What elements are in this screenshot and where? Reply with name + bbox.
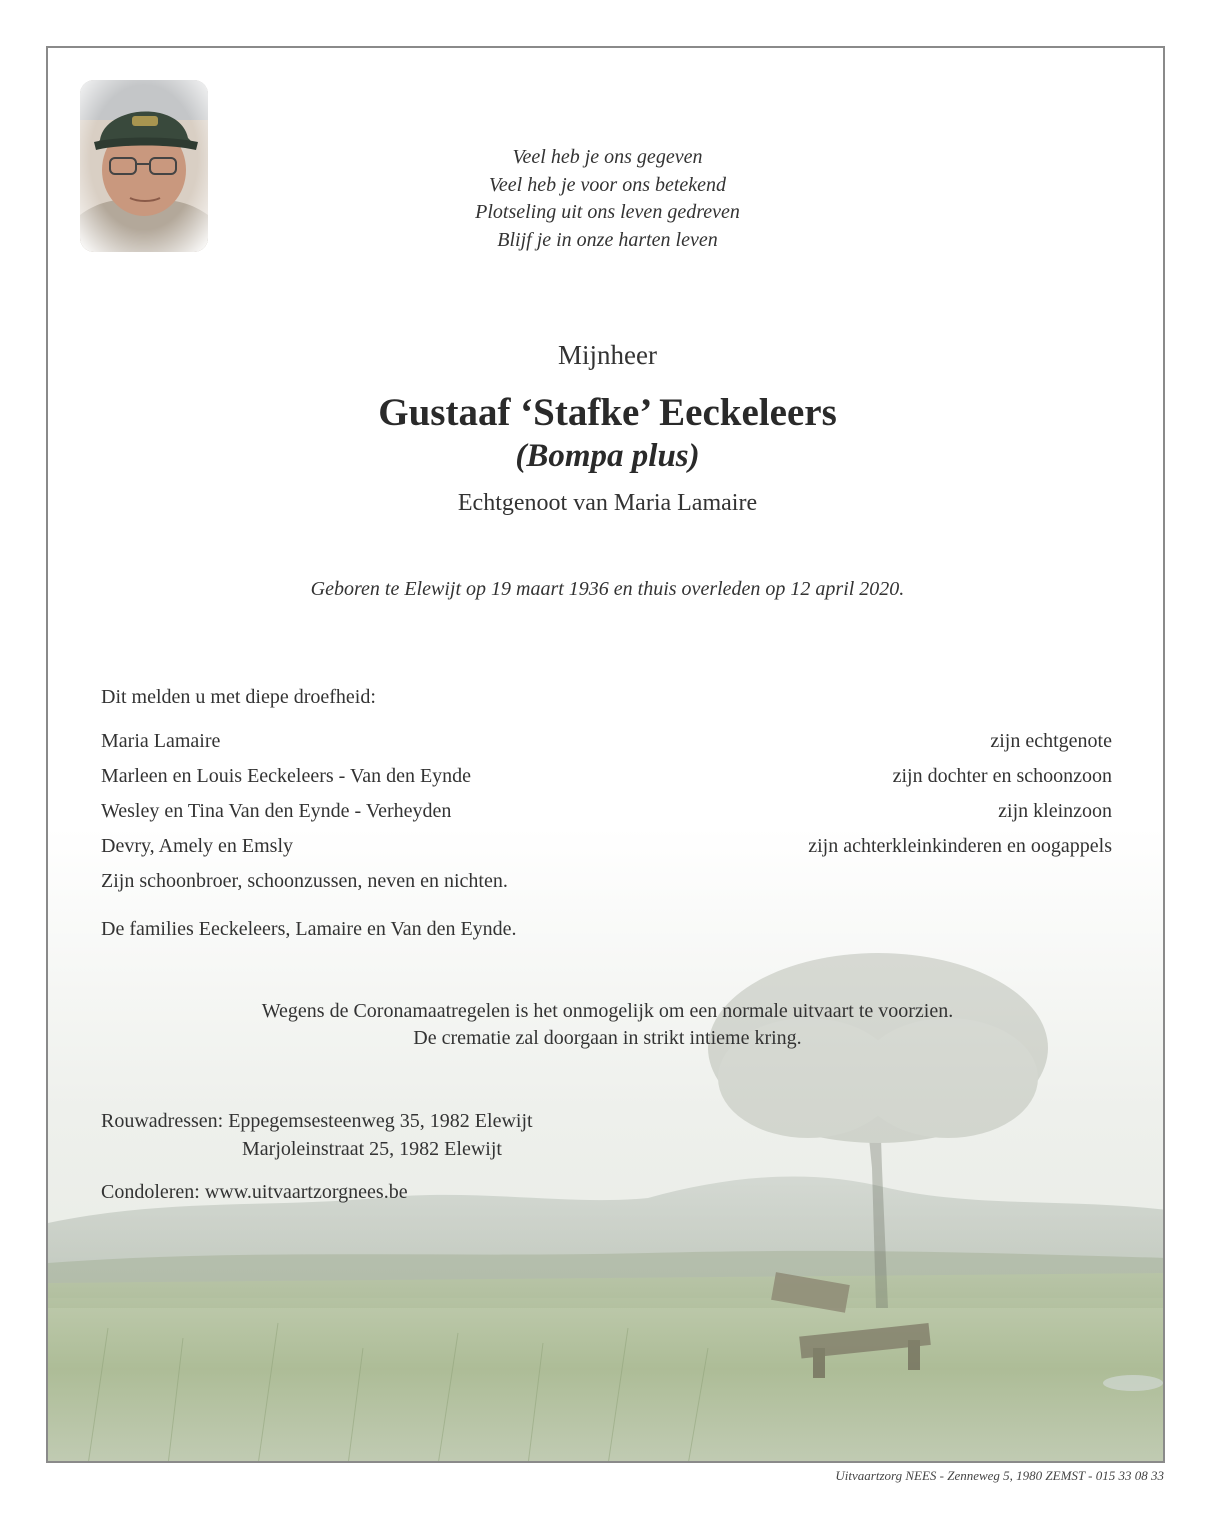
extended-family-line: Zijn schoonbroer, schoonzussen, neven en nichten. <box>101 870 508 892</box>
relatives-list <box>101 728 1112 868</box>
poem-line: Veel heb je ons gegeven <box>512 146 703 168</box>
relative-relation: zijn kleinzoon <box>998 800 1112 822</box>
relative-name: Maria Lamaire <box>101 730 221 752</box>
deceased-name: Gustaaf ‘Stafke’ Eeckeleers <box>378 391 837 434</box>
poem-line: Plotseling uit ons leven gedreven <box>475 201 740 223</box>
funeral-home-footer: Uitvaartzorg NEES - Zenneweg 5, 1980 ZEMST - 015 33 08 33 <box>835 1468 1164 1483</box>
relative-name: Wesley en Tina Van den Eynde - Verheyden <box>101 800 452 822</box>
notice-line: Wegens de Coronamaatregelen is het onmogelijk om een normale uitvaart te voorzien. <box>261 1000 954 1022</box>
relative-relation: zijn dochter en schoonzoon <box>892 765 1112 787</box>
relative-row <box>101 833 1112 868</box>
obituary-card <box>46 46 1165 1463</box>
mourning-address-line-2: Marjoleinstraat 25, 1982 Elewijt <box>242 1138 502 1160</box>
relative-row <box>101 763 1112 798</box>
relative-row <box>101 798 1112 833</box>
relative-relation: zijn echtgenote <box>990 730 1112 752</box>
relative-name: Devry, Amely en Emsly <box>101 835 294 857</box>
notice-line: De crematie zal doorgaan in strikt intieme kring. <box>413 1027 802 1049</box>
families-line: De families Eeckeleers, Lamaire en Van den Eynde. <box>101 918 517 940</box>
relative-name: Marleen en Louis Eeckeleers - Van den Eynde <box>101 765 472 787</box>
poem-line: Veel heb je voor ons betekend <box>488 173 727 196</box>
announcement-intro: Dit melden u met diepe droefheid: <box>101 686 376 708</box>
condolences-line: Condoleren: www.uitvaartzorgnees.be <box>101 1181 408 1203</box>
mourning-address-line: Rouwadressen: Eppegemsesteenweg 35, 1982 Elewijt <box>101 1110 533 1132</box>
relative-row <box>101 728 1112 763</box>
deceased-nickname: (Bompa plus) <box>515 438 700 474</box>
poem-line: Blijf je in onze harten leven <box>497 228 718 251</box>
spouse-line: Echtgenoot van Maria Lamaire <box>457 490 758 516</box>
relative-relation: zijn achterkleinkinderen en oogappels <box>808 835 1112 857</box>
birth-death-line: Geboren te Elewijt op 19 maart 1936 en thuis overleden op 12 april 2020. <box>310 578 905 600</box>
corona-notice <box>48 998 1165 1052</box>
honorific: Mijnheer <box>558 340 657 370</box>
poem <box>48 144 1165 254</box>
